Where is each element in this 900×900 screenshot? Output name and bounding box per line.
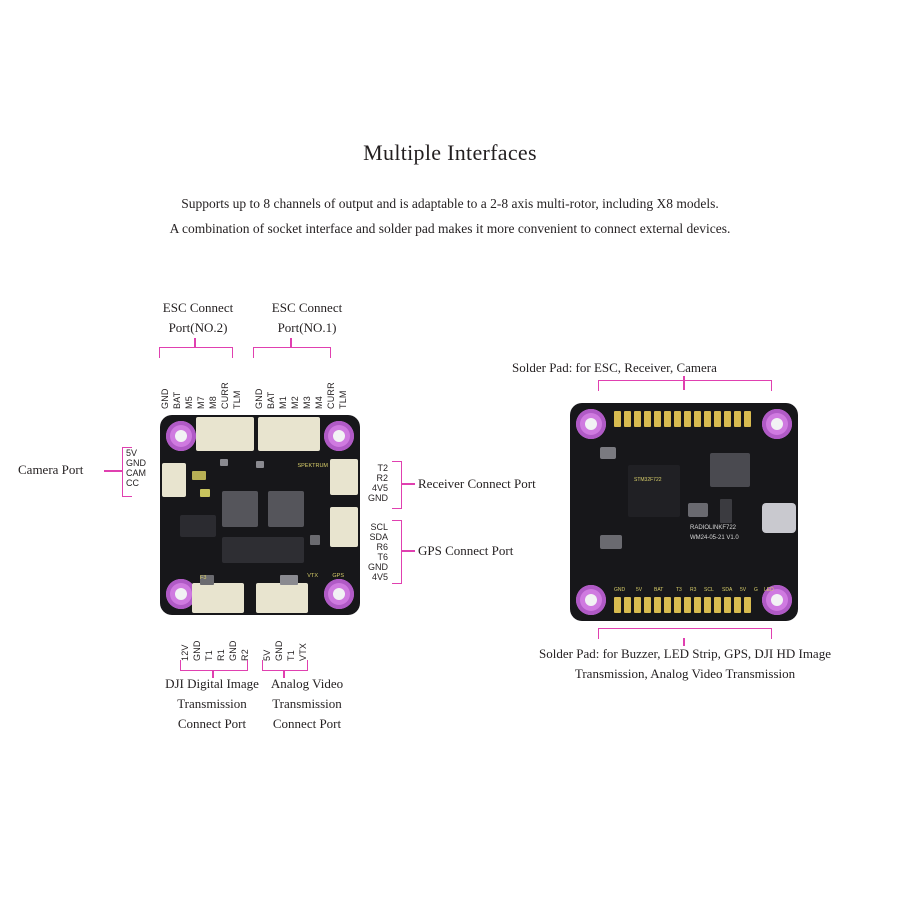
pin-dji-t1: T1 — [204, 650, 214, 661]
silk-f3: F3 — [200, 575, 207, 581]
silk-pad-r3: R3 — [690, 587, 697, 593]
pin-esc1-tlm: TLM — [338, 390, 348, 409]
mount-hole-tr — [324, 421, 354, 451]
callout-solder-pad-top: Solder Pad: for ESC, Receiver, Camera — [512, 360, 717, 375]
silk-chip: STM32F722 — [634, 477, 662, 483]
pin-esc2-curr: CURR — [220, 382, 230, 409]
usb-c-connector — [762, 503, 796, 533]
page-title: Multiple Interfaces — [363, 140, 537, 165]
callout-dji-port: DJI Digital Image Transmission Connect Port — [165, 676, 259, 732]
silk-model: RADIOLINKF722 — [690, 525, 737, 531]
camera-socket — [162, 463, 186, 497]
pin-analog-vtx: VTX — [298, 642, 308, 661]
pin-dji-r1: R1 — [216, 649, 226, 661]
bracket-solder-bottom — [598, 628, 772, 639]
callout-esc1: ESC Connect Port(NO.1) — [271, 300, 343, 336]
mount-hole-br — [324, 579, 354, 609]
solder-pad-row-bottom — [614, 597, 751, 613]
pin-analog-gnd: GND — [274, 640, 284, 661]
pin-esc2-gnd: GND — [160, 388, 170, 409]
component-a — [600, 447, 616, 459]
pin-esc2-m8: M8 — [208, 396, 218, 409]
pin-gps-group: SCL SDA R6 T6 GND 4V5 — [368, 522, 388, 583]
callout-analog-port: Analog Video Transmission Connect Port — [270, 676, 344, 732]
capacitor-1 — [192, 471, 206, 480]
mcu-chip — [180, 515, 216, 537]
silk-version: WM24-05-21 V1.0 — [690, 535, 739, 541]
esc2-socket — [196, 417, 254, 451]
silk-pad-g: G — [754, 587, 758, 593]
camera-leader-line — [104, 470, 122, 472]
bracket-esc2-stem — [194, 338, 196, 348]
silk-pad-gnd: GND — [614, 587, 626, 593]
gps-leader-line — [401, 550, 415, 552]
receiver-leader-line — [401, 483, 415, 485]
silk-vtx: VTX — [307, 573, 318, 579]
dji-socket — [192, 583, 244, 613]
silk-pad-5v: 5V — [636, 587, 643, 593]
esc1-socket — [258, 417, 320, 451]
pin-camera-group: 5V GND CAM CC — [126, 448, 146, 489]
bracket-analog — [262, 660, 308, 671]
silk-pad-led: LED — [764, 587, 774, 593]
pin-esc1-m3: M3 — [302, 396, 312, 409]
silk-pad-sda: SDA — [722, 587, 733, 593]
pin-esc1-m1: M1 — [278, 396, 288, 409]
receiver-socket — [330, 459, 358, 495]
pin-esc2-m5: M5 — [184, 396, 194, 409]
gps-socket — [330, 507, 358, 547]
pin-dji-gnd: GND — [192, 640, 202, 661]
resistor-2 — [256, 461, 264, 468]
subtitle-line-2: A combination of socket interface and solder pad makes it more convenient to connect external devices. — [169, 221, 731, 236]
pin-esc1-bat: BAT — [266, 391, 276, 409]
resistor-1 — [220, 459, 228, 466]
component-d — [720, 499, 732, 523]
bracket-solder-top — [598, 380, 772, 391]
pin-esc1-m2: M2 — [290, 396, 300, 409]
capacitor-2 — [200, 489, 210, 497]
bracket-gps — [392, 520, 402, 584]
silk-pad-bat: BAT — [654, 587, 664, 593]
callout-esc2: ESC Connect Port(NO.2) — [162, 300, 234, 336]
imu-chip-2 — [268, 491, 304, 527]
resistor-3 — [280, 575, 298, 585]
mount-hole-tl-2 — [576, 409, 606, 439]
subtitle-line-1: Supports up to 8 channels of output and is adaptable to a 2-8 axis multi-rotor, including X8 models. — [181, 196, 719, 211]
pin-esc1-curr: CURR — [326, 382, 336, 409]
power-section — [222, 537, 304, 563]
silk-pad-5v2: 5V — [740, 587, 747, 593]
pin-dji-12v: 12V — [180, 644, 190, 661]
usb-adjacent-chip — [710, 453, 750, 487]
flight-controller-top-view — [160, 415, 360, 615]
pin-esc2-m7: M7 — [196, 396, 206, 409]
pin-esc1-gnd: GND — [254, 388, 264, 409]
silk-gps: GPS — [332, 573, 344, 579]
pin-esc2-tlm: TLM — [232, 390, 242, 409]
pin-dji-gnd2: GND — [228, 640, 238, 661]
bracket-dji — [180, 660, 248, 671]
mount-hole-bl-2 — [576, 585, 606, 615]
callout-receiver-port: Receiver Connect Port — [418, 476, 536, 491]
callout-gps-port: GPS Connect Port — [418, 543, 514, 558]
pin-esc1-m4: M4 — [314, 396, 324, 409]
mount-hole-tl — [166, 421, 196, 451]
callout-camera-port: Camera Port — [18, 462, 84, 477]
analog-socket — [256, 583, 308, 613]
component-c — [600, 535, 622, 549]
mcu-stm32 — [628, 465, 680, 517]
pin-dji-r2: R2 — [240, 649, 250, 661]
pin-receiver-group: T2 R2 4V5 GND — [368, 463, 388, 504]
imu-chip-1 — [222, 491, 258, 527]
pin-analog-t1: T1 — [286, 650, 296, 661]
mount-hole-tr-2 — [762, 409, 792, 439]
pin-esc2-bat: BAT — [172, 391, 182, 409]
flight-controller-bottom-view — [570, 403, 798, 621]
silk-pad-scl: SCL — [704, 587, 714, 593]
bracket-esc1 — [253, 347, 331, 358]
capacitor-3 — [310, 535, 320, 545]
silk-pad-t3: T3 — [676, 587, 682, 593]
callout-solder-pad-bottom: Solder Pad: for Buzzer, LED Strip, GPS, DJI HD Image Transmission, Analog Video Transmission — [539, 646, 831, 682]
pin-analog-5v: 5V — [262, 649, 272, 661]
component-b — [688, 503, 708, 517]
silk-spektrum: SPEKTRUM — [297, 463, 328, 469]
bracket-esc1-stem — [290, 338, 292, 348]
solder-pad-row-top — [614, 411, 751, 427]
bracket-receiver — [392, 461, 402, 509]
